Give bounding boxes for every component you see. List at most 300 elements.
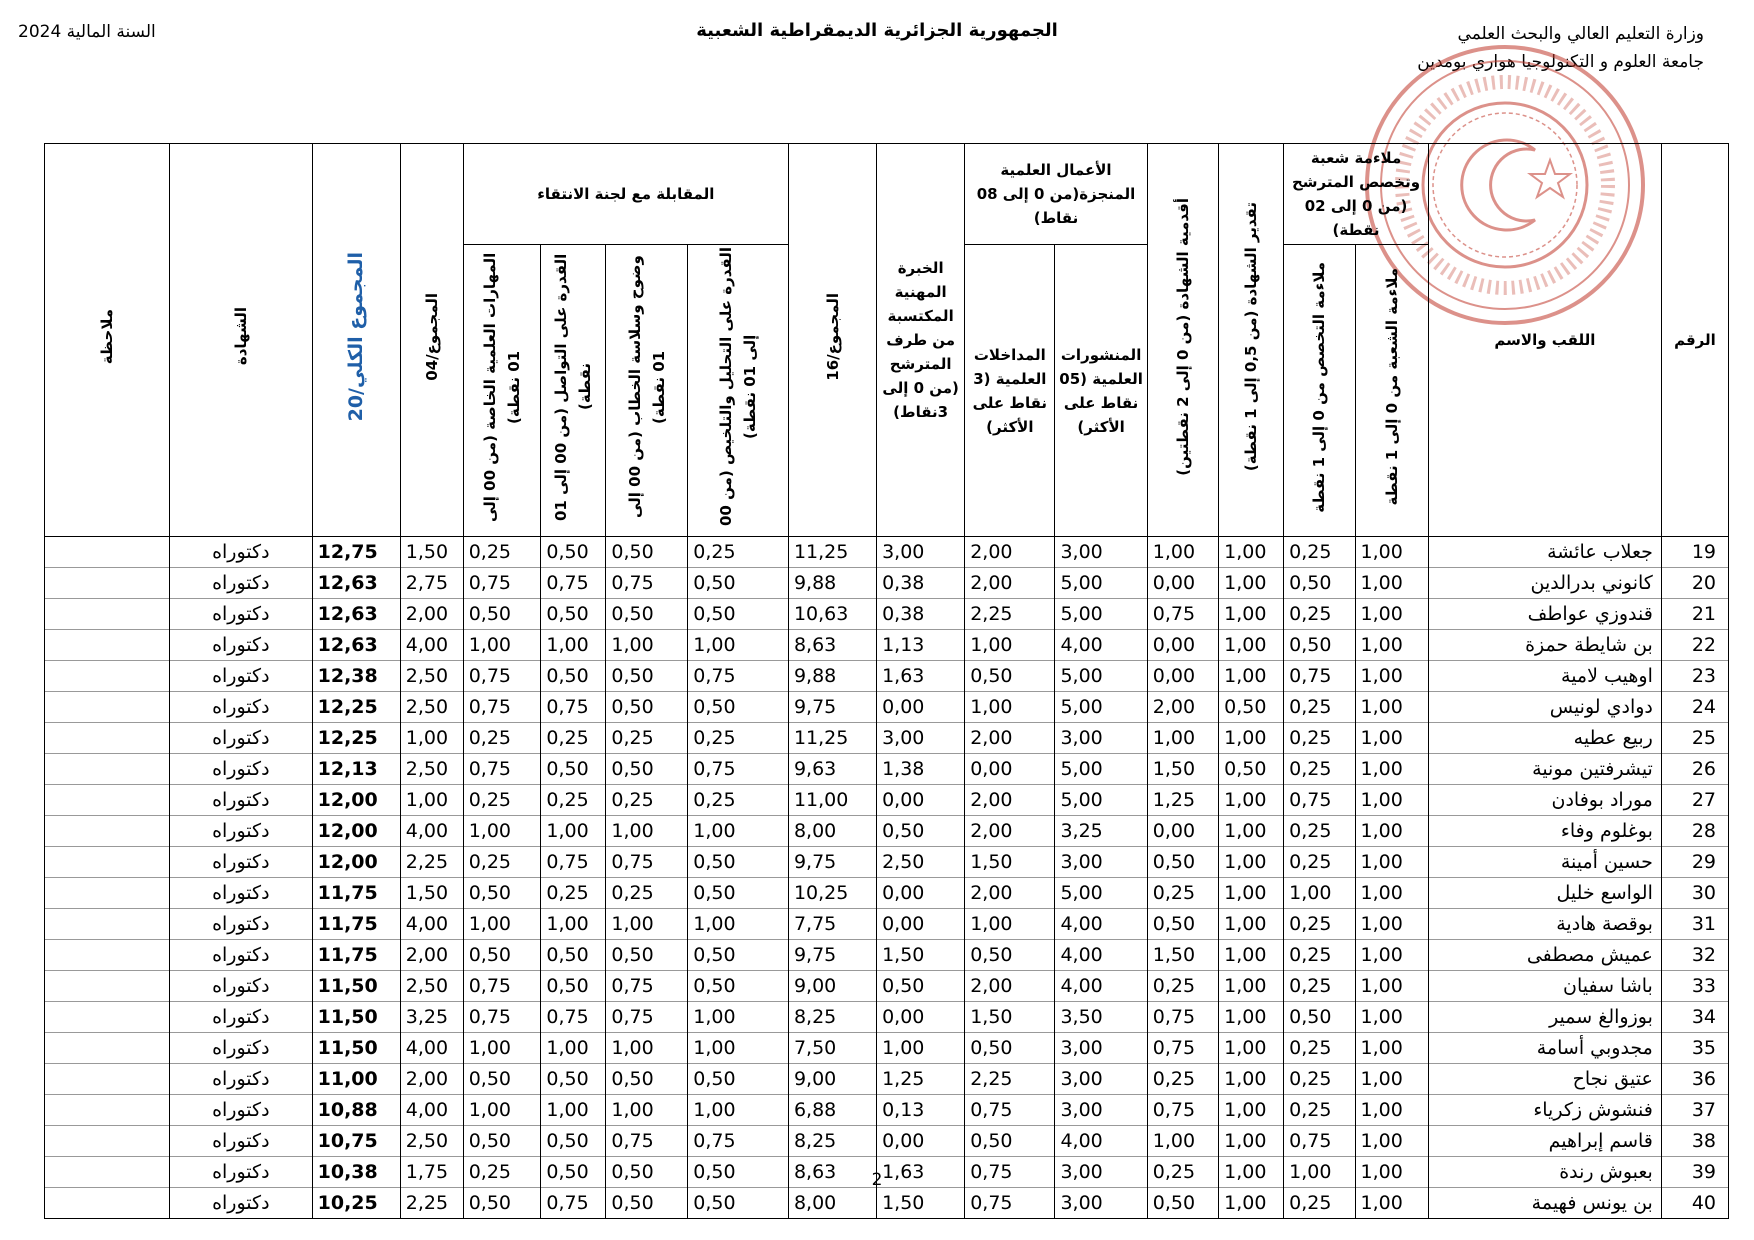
cell-fs: 0,50	[1284, 568, 1355, 599]
cell-note	[45, 785, 170, 816]
cell-pub: 5,00	[1055, 785, 1147, 816]
cell-sn: 0,25	[1147, 971, 1218, 1002]
header-grade: تقدير الشهادة (من 0,5 إلى 1 نقطة)	[1219, 144, 1284, 537]
cell-tot: 11,50	[312, 1033, 400, 1064]
cell-sn: 0,00	[1147, 661, 1218, 692]
cell-deg: دكتوراه	[169, 878, 312, 909]
cell-fb: 1,00	[1355, 661, 1428, 692]
cell-a3: 0,50	[541, 971, 606, 1002]
cell-pub: 4,00	[1055, 940, 1147, 971]
cell-gr: 0,50	[1219, 692, 1284, 723]
cell-exp: 1,38	[877, 754, 965, 785]
cell-a2: 0,75	[606, 847, 688, 878]
cell-name: باشا سفيان	[1428, 971, 1661, 1002]
cell-name: بعبوش رندة	[1428, 1157, 1661, 1188]
cell-deg: دكتوراه	[169, 940, 312, 971]
cell-deg: دكتوراه	[169, 661, 312, 692]
header-number: الرقم	[1661, 144, 1728, 537]
cell-fs: 0,25	[1284, 847, 1355, 878]
cell-a1: 0,50	[688, 1157, 789, 1188]
cell-t16: 9,75	[788, 692, 876, 723]
table-row	[45, 537, 1729, 568]
cell-a3: 0,75	[541, 568, 606, 599]
cell-gr: 1,00	[1219, 568, 1284, 599]
cell-fb: 1,00	[1355, 723, 1428, 754]
cell-sn: 0,25	[1147, 1064, 1218, 1095]
cell-pub: 3,00	[1055, 1188, 1147, 1219]
cell-a4: 0,25	[463, 537, 541, 568]
cell-a3: 0,25	[541, 723, 606, 754]
cell-t4: 4,00	[400, 909, 463, 940]
cell-fs: 0,25	[1284, 909, 1355, 940]
cell-a1: 1,00	[688, 1002, 789, 1033]
cell-a1: 1,00	[688, 1095, 789, 1126]
cell-fb: 1,00	[1355, 630, 1428, 661]
cell-fb: 1,00	[1355, 568, 1428, 599]
cell-fb: 1,00	[1355, 816, 1428, 847]
table-row	[45, 1188, 1729, 1219]
cell-t4: 2,25	[400, 847, 463, 878]
cell-fs: 0,25	[1284, 971, 1355, 1002]
cell-a2: 0,50	[606, 940, 688, 971]
cell-name: عميش مصطفى	[1428, 940, 1661, 971]
cell-pub: 4,00	[1055, 1126, 1147, 1157]
cell-gr: 1,00	[1219, 1064, 1284, 1095]
cell-a2: 0,75	[606, 568, 688, 599]
cell-t4: 2,50	[400, 754, 463, 785]
cell-note	[45, 537, 170, 568]
cell-a3: 1,00	[541, 1095, 606, 1126]
fiscal-year: السنة المالية 2024	[18, 22, 156, 42]
cell-sn: 1,00	[1147, 537, 1218, 568]
cell-n: 22	[1661, 630, 1728, 661]
cell-t16: 7,75	[788, 909, 876, 940]
cell-a2: 0,50	[606, 692, 688, 723]
cell-t16: 8,63	[788, 1157, 876, 1188]
cell-exp: 1,00	[877, 1033, 965, 1064]
table-row	[45, 1002, 1729, 1033]
header-seniority: أقدمية الشهادة (من 0 إلى 2 نقطتين)	[1147, 144, 1218, 537]
cell-int: 2,00	[965, 785, 1055, 816]
cell-a1: 0,25	[688, 723, 789, 754]
cell-tot: 12,00	[312, 785, 400, 816]
cell-name: فنشوش زكرياء	[1428, 1095, 1661, 1126]
cell-pub: 3,00	[1055, 1157, 1147, 1188]
cell-deg: دكتوراه	[169, 847, 312, 878]
cell-fb: 1,00	[1355, 1033, 1428, 1064]
header-skills: المهارات العلمية الخاصة (من 00 إلى 01 نقطة)	[463, 245, 541, 537]
cell-tot: 12,00	[312, 847, 400, 878]
cell-note	[45, 971, 170, 1002]
table-row	[45, 878, 1729, 909]
cell-t16: 10,25	[788, 878, 876, 909]
cell-t4: 1,00	[400, 785, 463, 816]
cell-a4: 0,75	[463, 692, 541, 723]
cell-exp: 3,00	[877, 537, 965, 568]
cell-note	[45, 630, 170, 661]
cell-a2: 0,25	[606, 785, 688, 816]
cell-pub: 3,50	[1055, 1002, 1147, 1033]
cell-sn: 1,00	[1147, 723, 1218, 754]
cell-a1: 0,25	[688, 537, 789, 568]
cell-int: 0,50	[965, 1126, 1055, 1157]
cell-int: 2,00	[965, 971, 1055, 1002]
cell-a3: 0,75	[541, 1002, 606, 1033]
cell-gr: 1,00	[1219, 630, 1284, 661]
cell-gr: 1,00	[1219, 1095, 1284, 1126]
header-group-fit: ملاءمة شعبة وتخصص المترشح (من 0 إلى 02 نقطة)	[1284, 144, 1429, 245]
cell-t16: 9,75	[788, 940, 876, 971]
cell-fs: 0,50	[1284, 1002, 1355, 1033]
cell-name: كانوني بدرالدين	[1428, 568, 1661, 599]
cell-gr: 1,00	[1219, 1126, 1284, 1157]
cell-exp: 0,00	[877, 1002, 965, 1033]
cell-n: 34	[1661, 1002, 1728, 1033]
cell-sn: 1,00	[1147, 1126, 1218, 1157]
cell-fb: 1,00	[1355, 537, 1428, 568]
cell-deg: دكتوراه	[169, 692, 312, 723]
cell-gr: 1,00	[1219, 723, 1284, 754]
cell-a4: 1,00	[463, 816, 541, 847]
cell-deg: دكتوراه	[169, 723, 312, 754]
table-row	[45, 568, 1729, 599]
candidates-score-table	[44, 143, 1729, 1219]
cell-int: 2,25	[965, 599, 1055, 630]
cell-name: ربيع عطيه	[1428, 723, 1661, 754]
cell-a3: 0,50	[541, 1064, 606, 1095]
cell-pub: 4,00	[1055, 909, 1147, 940]
cell-sn: 0,75	[1147, 1033, 1218, 1064]
cell-name: بوغلوم وفاء	[1428, 816, 1661, 847]
cell-exp: 0,00	[877, 692, 965, 723]
cell-int: 0,50	[965, 661, 1055, 692]
cell-note	[45, 1095, 170, 1126]
cell-exp: 0,38	[877, 599, 965, 630]
cell-tot: 12,63	[312, 599, 400, 630]
cell-exp: 0,00	[877, 1126, 965, 1157]
cell-a1: 1,00	[688, 630, 789, 661]
cell-n: 26	[1661, 754, 1728, 785]
cell-a3: 0,50	[541, 599, 606, 630]
cell-fs: 0,25	[1284, 1188, 1355, 1219]
cell-deg: دكتوراه	[169, 599, 312, 630]
cell-deg: دكتوراه	[169, 568, 312, 599]
cell-tot: 11,75	[312, 878, 400, 909]
cell-gr: 1,00	[1219, 1002, 1284, 1033]
cell-a2: 1,00	[606, 630, 688, 661]
cell-a1: 0,75	[688, 1126, 789, 1157]
cell-t4: 3,25	[400, 1002, 463, 1033]
cell-int: 0,75	[965, 1095, 1055, 1126]
cell-int: 0,50	[965, 1033, 1055, 1064]
cell-fb: 1,00	[1355, 1002, 1428, 1033]
cell-sn: 1,25	[1147, 785, 1218, 816]
cell-a4: 0,25	[463, 1157, 541, 1188]
cell-fs: 0,75	[1284, 785, 1355, 816]
cell-exp: 1,63	[877, 1157, 965, 1188]
header-analysis: القدرة على التحليل والتلخيص (من 00 إلى 01 نقطة)	[688, 245, 789, 537]
cell-note	[45, 940, 170, 971]
header-grand-total: المجموع الكلي/20	[312, 144, 400, 537]
table-row	[45, 754, 1729, 785]
cell-t16: 10,63	[788, 599, 876, 630]
cell-a1: 0,50	[688, 692, 789, 723]
cell-a4: 0,50	[463, 1126, 541, 1157]
cell-tot: 11,75	[312, 909, 400, 940]
cell-pub: 3,25	[1055, 816, 1147, 847]
cell-fs: 0,25	[1284, 537, 1355, 568]
cell-int: 0,75	[965, 1157, 1055, 1188]
cell-fb: 1,00	[1355, 1188, 1428, 1219]
table-row	[45, 599, 1729, 630]
cell-note	[45, 754, 170, 785]
cell-sn: 0,75	[1147, 599, 1218, 630]
cell-fb: 1,00	[1355, 1157, 1428, 1188]
cell-gr: 1,00	[1219, 1033, 1284, 1064]
cell-a4: 0,25	[463, 785, 541, 816]
table-body	[45, 537, 1729, 1219]
cell-a2: 0,25	[606, 878, 688, 909]
cell-sn: 1,50	[1147, 754, 1218, 785]
cell-a2: 0,75	[606, 1002, 688, 1033]
cell-note	[45, 1064, 170, 1095]
cell-t4: 4,00	[400, 1095, 463, 1126]
cell-a4: 0,50	[463, 1064, 541, 1095]
header-communication: القدرة على التواصل (من 00 إلى 01 نقطة)	[541, 245, 606, 537]
cell-pub: 5,00	[1055, 692, 1147, 723]
cell-note	[45, 878, 170, 909]
cell-t16: 8,63	[788, 630, 876, 661]
cell-t16: 8,25	[788, 1002, 876, 1033]
cell-a1: 1,00	[688, 1033, 789, 1064]
table-row	[45, 692, 1729, 723]
cell-note	[45, 1126, 170, 1157]
cell-a3: 0,75	[541, 1188, 606, 1219]
cell-int: 1,00	[965, 909, 1055, 940]
cell-deg: دكتوراه	[169, 785, 312, 816]
cell-t16: 11,25	[788, 537, 876, 568]
header-experience: الخبرة المهنية المكتسبة من طرف المترشح (من 0 إلى 3نقاط)	[877, 144, 965, 537]
cell-t4: 4,00	[400, 1033, 463, 1064]
cell-fs: 0,25	[1284, 754, 1355, 785]
cell-tot: 10,75	[312, 1126, 400, 1157]
cell-a4: 0,75	[463, 661, 541, 692]
cell-tot: 11,75	[312, 940, 400, 971]
cell-a3: 1,00	[541, 816, 606, 847]
cell-int: 2,00	[965, 816, 1055, 847]
cell-note	[45, 723, 170, 754]
cell-a1: 0,50	[688, 940, 789, 971]
cell-fb: 1,00	[1355, 599, 1428, 630]
header-publications: المنشورات العلمية (05 نقاط على الأكثر)	[1055, 245, 1147, 537]
cell-t16: 9,00	[788, 971, 876, 1002]
cell-n: 38	[1661, 1126, 1728, 1157]
cell-a2: 1,00	[606, 1033, 688, 1064]
cell-a1: 0,50	[688, 971, 789, 1002]
cell-n: 23	[1661, 661, 1728, 692]
cell-a1: 0,50	[688, 1188, 789, 1219]
cell-int: 1,50	[965, 1002, 1055, 1033]
cell-tot: 12,25	[312, 692, 400, 723]
cell-sn: 0,50	[1147, 1188, 1218, 1219]
cell-gr: 1,00	[1219, 599, 1284, 630]
cell-n: 25	[1661, 723, 1728, 754]
cell-fb: 1,00	[1355, 909, 1428, 940]
cell-tot: 10,25	[312, 1188, 400, 1219]
cell-t4: 2,50	[400, 1126, 463, 1157]
cell-deg: دكتوراه	[169, 537, 312, 568]
cell-a4: 0,75	[463, 568, 541, 599]
cell-a3: 0,75	[541, 692, 606, 723]
cell-gr: 1,00	[1219, 940, 1284, 971]
cell-deg: دكتوراه	[169, 1188, 312, 1219]
cell-gr: 1,00	[1219, 878, 1284, 909]
cell-a4: 0,75	[463, 1002, 541, 1033]
cell-int: 2,00	[965, 878, 1055, 909]
cell-a1: 0,50	[688, 599, 789, 630]
cell-t4: 2,50	[400, 692, 463, 723]
cell-exp: 0,38	[877, 568, 965, 599]
header-total4: المجموع/04	[400, 144, 463, 537]
cell-exp: 1,13	[877, 630, 965, 661]
cell-name: دوادي لونيس	[1428, 692, 1661, 723]
cell-fb: 1,00	[1355, 692, 1428, 723]
table-row	[45, 661, 1729, 692]
cell-exp: 3,00	[877, 723, 965, 754]
cell-t4: 2,00	[400, 599, 463, 630]
cell-int: 0,75	[965, 1188, 1055, 1219]
university-name: جامعة العلوم و التكنولوجيا هواري بومدين	[1417, 52, 1704, 72]
cell-sn: 1,50	[1147, 940, 1218, 971]
cell-a1: 0,25	[688, 785, 789, 816]
cell-t16: 6,88	[788, 1095, 876, 1126]
cell-gr: 0,50	[1219, 754, 1284, 785]
cell-a4: 0,75	[463, 971, 541, 1002]
cell-sn: 0,50	[1147, 909, 1218, 940]
cell-t16: 9,00	[788, 1064, 876, 1095]
cell-n: 29	[1661, 847, 1728, 878]
cell-name: بن شايطة حمزة	[1428, 630, 1661, 661]
cell-a1: 0,50	[688, 878, 789, 909]
cell-t4: 4,00	[400, 816, 463, 847]
table-row	[45, 816, 1729, 847]
cell-name: بن يونس فهيمة	[1428, 1188, 1661, 1219]
table-row	[45, 723, 1729, 754]
cell-a2: 0,75	[606, 1126, 688, 1157]
cell-name: جعلاب عائشة	[1428, 537, 1661, 568]
header-degree: الشهادة	[169, 144, 312, 537]
cell-fb: 1,00	[1355, 785, 1428, 816]
cell-name: بوزوالغ سمير	[1428, 1002, 1661, 1033]
cell-fs: 0,75	[1284, 661, 1355, 692]
cell-n: 31	[1661, 909, 1728, 940]
table-row	[45, 971, 1729, 1002]
cell-deg: دكتوراه	[169, 971, 312, 1002]
cell-deg: دكتوراه	[169, 1126, 312, 1157]
cell-t4: 1,50	[400, 537, 463, 568]
cell-n: 35	[1661, 1033, 1728, 1064]
cell-sn: 0,75	[1147, 1095, 1218, 1126]
cell-a2: 0,75	[606, 971, 688, 1002]
cell-a4: 0,50	[463, 940, 541, 971]
cell-a2: 0,50	[606, 1188, 688, 1219]
cell-exp: 0,00	[877, 878, 965, 909]
cell-name: حسين أمينة	[1428, 847, 1661, 878]
cell-deg: دكتوراه	[169, 1095, 312, 1126]
cell-n: 37	[1661, 1095, 1728, 1126]
cell-deg: دكتوراه	[169, 816, 312, 847]
cell-note	[45, 568, 170, 599]
cell-fs: 0,25	[1284, 816, 1355, 847]
cell-tot: 12,13	[312, 754, 400, 785]
cell-exp: 1,50	[877, 940, 965, 971]
cell-fb: 1,00	[1355, 971, 1428, 1002]
cell-a4: 1,00	[463, 1095, 541, 1126]
cell-n: 36	[1661, 1064, 1728, 1095]
cell-tot: 12,25	[312, 723, 400, 754]
cell-fb: 1,00	[1355, 754, 1428, 785]
cell-pub: 4,00	[1055, 630, 1147, 661]
cell-pub: 3,00	[1055, 847, 1147, 878]
table-row	[45, 1033, 1729, 1064]
cell-t16: 11,25	[788, 723, 876, 754]
cell-exp: 1,50	[877, 1188, 965, 1219]
header-fit-specialty: ملاءمة التخصص من 0 إلى 1 نقطة	[1284, 245, 1355, 537]
cell-a1: 0,50	[688, 847, 789, 878]
cell-note	[45, 847, 170, 878]
table-row	[45, 785, 1729, 816]
cell-fs: 1,00	[1284, 1157, 1355, 1188]
cell-a2: 0,50	[606, 1157, 688, 1188]
cell-n: 28	[1661, 816, 1728, 847]
header-interventions: المداخلات العلمية (3 نقاط على الأكثر)	[965, 245, 1055, 537]
cell-t16: 9,75	[788, 847, 876, 878]
cell-n: 30	[1661, 878, 1728, 909]
cell-pub: 3,00	[1055, 723, 1147, 754]
cell-a3: 0,50	[541, 537, 606, 568]
cell-a3: 0,50	[541, 661, 606, 692]
cell-t16: 9,88	[788, 568, 876, 599]
header-group-interview: المقابلة مع لجنة الانتقاء	[463, 144, 788, 245]
cell-a3: 0,50	[541, 940, 606, 971]
cell-tot: 11,50	[312, 1002, 400, 1033]
cell-exp: 0,50	[877, 971, 965, 1002]
cell-a2: 0,50	[606, 754, 688, 785]
cell-note	[45, 661, 170, 692]
cell-t4: 2,00	[400, 1064, 463, 1095]
cell-gr: 1,00	[1219, 971, 1284, 1002]
cell-t4: 2,50	[400, 661, 463, 692]
cell-t16: 8,00	[788, 816, 876, 847]
cell-exp: 1,25	[877, 1064, 965, 1095]
cell-sn: 0,50	[1147, 847, 1218, 878]
cell-a4: 1,00	[463, 630, 541, 661]
cell-fs: 0,25	[1284, 1033, 1355, 1064]
cell-tot: 12,75	[312, 537, 400, 568]
cell-gr: 1,00	[1219, 847, 1284, 878]
cell-name: قاسم إبراهيم	[1428, 1126, 1661, 1157]
cell-a1: 1,00	[688, 816, 789, 847]
cell-name: مجدوبي أسامة	[1428, 1033, 1661, 1064]
cell-tot: 12,63	[312, 568, 400, 599]
cell-n: 19	[1661, 537, 1728, 568]
table-row	[45, 909, 1729, 940]
cell-int: 1,50	[965, 847, 1055, 878]
cell-n: 21	[1661, 599, 1728, 630]
cell-tot: 11,00	[312, 1064, 400, 1095]
cell-fb: 1,00	[1355, 847, 1428, 878]
cell-fb: 1,00	[1355, 1126, 1428, 1157]
